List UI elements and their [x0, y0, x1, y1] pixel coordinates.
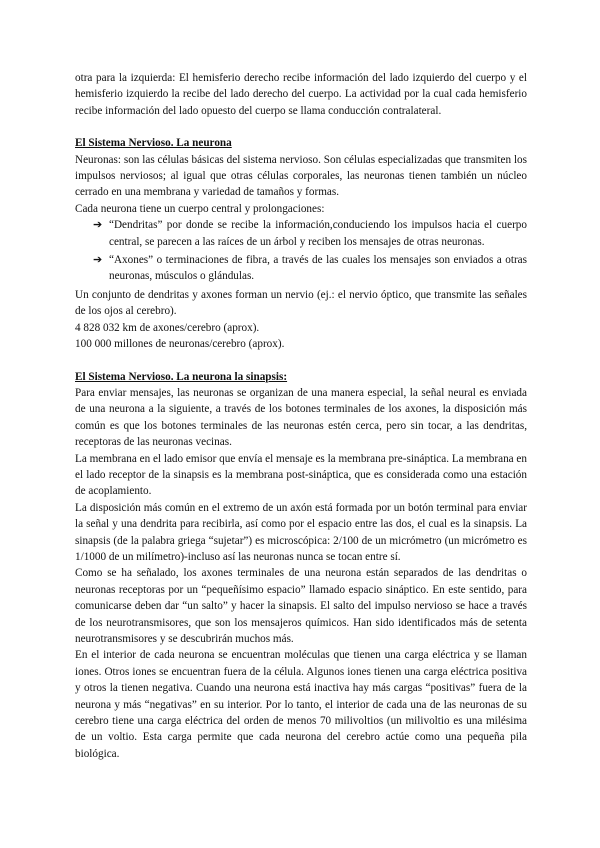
- section-heading-sinapsis: El Sistema Nervioso. La neurona la sinapsis:: [75, 370, 288, 383]
- section-sinapsis: [75, 369, 527, 763]
- intro-paragraph: otra para la izquierda: El hemisferio derecho recibe información del lado izquierdo del cuerpo y el hemisferio izquierdo la recibe del lado derecho del cuerpo. La actividad por la cual cada hemisferio recibe información del lado opuesto del cuerpo se llama conducción contralateral.: [75, 72, 527, 117]
- section-neurona: [75, 135, 527, 352]
- list-item: [93, 217, 527, 250]
- list-item: [93, 252, 527, 285]
- paragraph: La disposición más común en el extremo de un axón está formada por un botón terminal para enviar la señal y una dendrita para recibirla, así como por el espacio entre las dos, el cual es la sinapsis. La sinapsis (de la palabra griega “sujetar”) es microscópica: 2/100 de un micrómetro (un micrómetro es 1/1000 de un milímetro)-incluso así las neuronas nunca se tocan entre sí.: [75, 501, 527, 563]
- list-item-text: “Axones” o terminaciones de fibra, a través de las cuales los mensajes son enviados a otras neuronas, músculos o glándulas.: [109, 254, 527, 283]
- list-item-text: “Dendritas” por donde se recibe la información,conduciendo los impulsos hacia el cuerpo central, se parecen a las raíces de un árbol y reciben los mensajes de otras neuronas.: [109, 219, 527, 248]
- paragraph: Como se ha señalado, los axones terminales de una neurona están separados de las dendritas o neuronas receptoras por un “pequeñísimo espacio” llamado espacio sináptico. En este sentido, para comunicarse deben dar “un salto” y hacer la sinapsis. El salto del impulso nervioso se hace a través de los neurotransmisores, que son los mensajeros químicos. Han sido identificados más de setenta neurotransmisores y se descubrirán muchos más.: [75, 567, 527, 645]
- arrow-bullet-icon: ➔: [93, 219, 103, 232]
- arrow-bullet-icon: ➔: [93, 254, 103, 267]
- paragraph: Un conjunto de dendritas y axones forman un nervio (ej.: el nervio óptico, que transmite las señales de los ojos al cerebro).: [75, 288, 527, 318]
- paragraph: Neuronas: son las células básicas del sistema nervioso. Son células especializadas que transmiten los impulsos nerviosos; al igual que otras células corporales, las neuronas tienen también un núcleo cerrado en una membrana y variedad de tamaños y formas.: [75, 153, 527, 199]
- paragraph: En el interior de cada neurona se encuentran moléculas que tienen una carga eléctrica y se llaman iones. Otros iones se encuentran fuera de la célula. Algunos iones tienen una carga eléctrica positiva y otros la tienen negativa. Cuando una neurona está inactiva hay más cargas “positivas” fuera de la neurona y más “negativas” en su interior. Por lo tanto, el interior de cada una de las neuronas de su cerebro tiene una carga eléctrica del orden de menos 70 milivoltios (un milivoltio es una milésima de un voltio. Esta carga permite que cada neurona del cerebro actúe como una pequeña pila biológica.: [75, 649, 527, 760]
- bullet-list: [75, 217, 527, 285]
- paragraph: 100 000 millones de neuronas/cerebro (aprox).: [75, 338, 285, 351]
- paragraph: Cada neurona tiene un cuerpo central y prolongaciones:: [75, 202, 325, 215]
- paragraph: Para enviar mensajes, las neuronas se organizan de una manera especial, la señal neural es enviada de una neurona a la siguiente, a través de los botones terminales de los axones, la disposición más común es que los botones terminales de las neuronas estén cerca, pero sin tocar, a las dendritas, receptoras de las neuronas vecinas.: [75, 386, 527, 449]
- document-page: [75, 70, 527, 762]
- paragraph: La membrana en el lado emisor que envía el mensaje es la membrana pre-sináptica. La membrana en el lado receptor de la sinapsis es la membrana post-sináptica, que es considerada como una estación de acoplamiento.: [75, 452, 527, 498]
- section-heading-neurona: El Sistema Nervioso. La neurona: [75, 137, 232, 150]
- paragraph: 4 828 032 km de axones/cerebro (aprox).: [75, 321, 260, 334]
